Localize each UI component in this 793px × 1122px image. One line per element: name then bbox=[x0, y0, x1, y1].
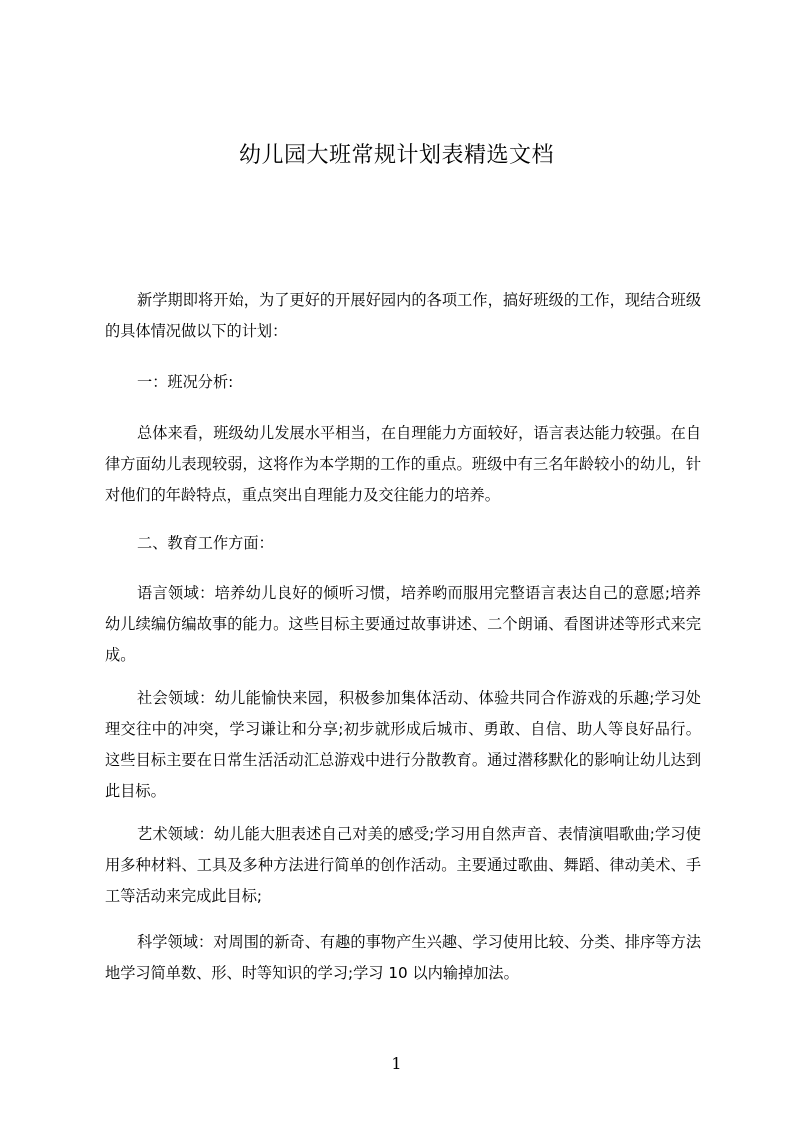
language-domain-paragraph: 语言领域：培养幼儿良好的倾听习惯，培养哟而服用完整语言表达自己的意愿;培养幼儿续编仿编故事的能力。这些目标主要通过故事讲述、二个朗诵、看图讲述等形式来完成。 bbox=[105, 584, 701, 664]
art-domain-paragraph: 艺术领域：幼儿能大胆表述自己对美的感受;学习用自然声音、表情演唱歌曲;学习使用多种材料、工具及多种方法进行简单的创作活动。主要通过歌曲、舞蹈、律动美术、手工等活动来完成此目标; bbox=[105, 825, 701, 905]
social-domain-paragraph: 社会领域：幼儿能愉快来园，积极参加集体活动、体验共同合作游戏的乐趣;学习处理交往中的冲突，学习谦让和分享;初步就形成后城市、勇敢、自信、助人等良好品行。这些目标主要在日常生活活动汇总游戏中进行分散教育。通过潜移默化的影响让幼儿达到此目标。 bbox=[105, 689, 701, 800]
section-heading-class-analysis: 一：班况分析: bbox=[137, 373, 234, 391]
science-domain-paragraph: 科学领域：对周围的新奇、有趣的事物产生兴趣、学习使用比较、分类、排序等方法地学习简单数、形、时等知识的学习;学习 10 以内输掉加法。 bbox=[105, 933, 701, 982]
intro-paragraph: 新学期即将开始，为了更好的开展好园内的各项工作，搞好班级的工作，现结合班级的具体情况做以下的计划： bbox=[105, 291, 701, 340]
document-title: 幼儿园大班常规计划表精选文档 bbox=[238, 143, 554, 168]
section-heading-education-work: 二、教育工作方面： bbox=[137, 534, 274, 552]
page-number: 1 bbox=[391, 1054, 402, 1073]
class-analysis-paragraph: 总体来看，班级幼儿发展水平相当，在自理能力方面较好，语言表达能力较强。在自律方面幼儿表现较弱，这将作为本学期的工作的重点。班级中有三名年龄较小的幼儿，针对他们的年龄特点，重点突出自理能力及交往能力的培养。 bbox=[105, 424, 701, 504]
